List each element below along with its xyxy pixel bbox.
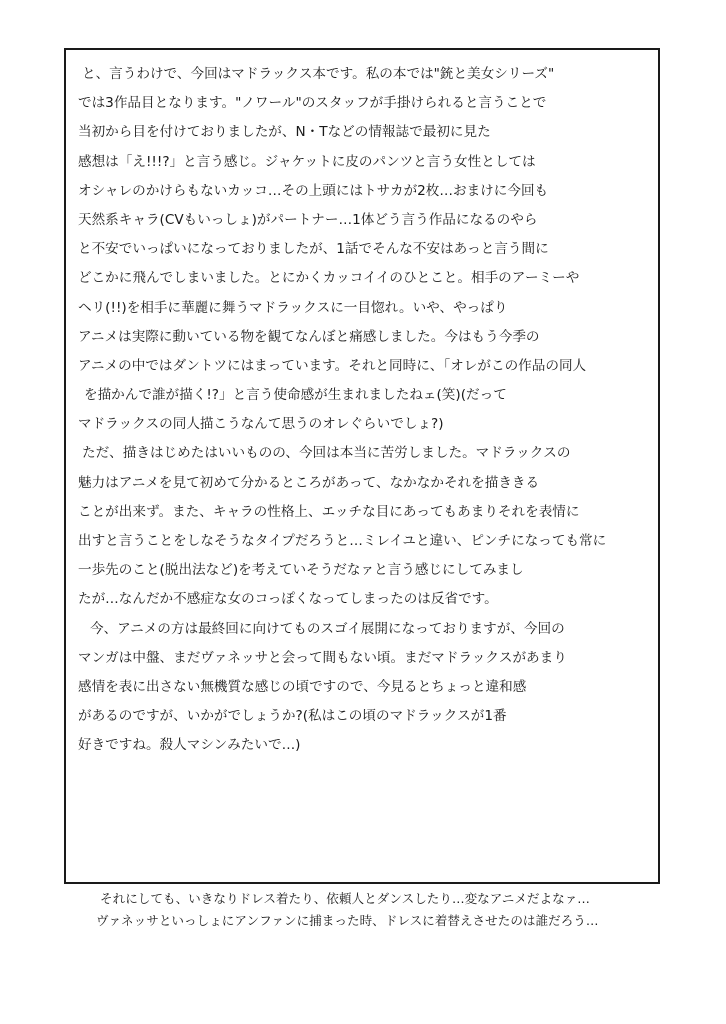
afterword-line: マンガは中盤、まだヴァネッサと会って間もない頃。まだマドラックスがあまり bbox=[78, 649, 567, 666]
afterword-line: では3作品目となります。"ノワール"のスタッフが手掛けられると言うことで bbox=[78, 95, 547, 112]
afterword-line: マドラックスの同人描こうなんて思うのオレぐらいでしょ?) bbox=[78, 416, 444, 433]
afterword-line: を描かんで誰が描く!?」と言う使命感が生まれましたねェ(笑)(だって bbox=[84, 387, 507, 404]
afterword-line: 魅力はアニメを見て初めて分かるところがあって、なかなかそれを描ききる bbox=[78, 474, 540, 491]
afterword-line: 好きですね。殺人マシンみたいで…) bbox=[78, 737, 301, 754]
afterword-line: ただ、描きはじめたはいいものの、今回は本当に苦労しました。マドラックスの bbox=[82, 445, 571, 462]
afterword-line: と不安でいっぱいになっておりましたが、1話でそんな不安はあっと言う間に bbox=[78, 241, 549, 258]
afterword-line: 当初から目を付けておりましたが、N・Tなどの情報誌で最初に見た bbox=[78, 124, 491, 141]
caption-line: ヴァネッサといっしょにアンファンに捕まった時、ドレスに着替えさせたのは誰だろう… bbox=[96, 913, 599, 928]
afterword-line: 感想は「え!!!?」と言う感じ。ジャケットに皮のパンツと言う女性としては bbox=[78, 153, 536, 170]
afterword-line: 一歩先のこと(脱出法など)を考えていそうだなァと言う感じにしてみまし bbox=[78, 562, 524, 579]
afterword-line: アニメは実際に動いている物を観てなんぼと痛感しました。今はもう今季の bbox=[78, 328, 540, 345]
afterword-line: ことが出来ず。また、キャラの性格上、エッチな目にあってもあまりそれを表情に bbox=[78, 503, 580, 520]
afterword-line: ヘリ(!!)を相手に華麗に舞うマドラックスに一目惚れ。いや、やっぱり bbox=[78, 299, 508, 316]
afterword-line: 感情を表に出さない無機質な感じの頃ですので、今見るとちょっと違和感 bbox=[78, 678, 527, 695]
caption-line: それにしても、いきなりドレス着たり、依頼人とダンスしたり…変なアニメだよなァ… bbox=[100, 891, 590, 906]
afterword-line: 出すと言うことをしなそうなタイプだろうと…ミレイユと違い、ピンチになっても常に bbox=[78, 533, 607, 549]
afterword-line: があるのですが、いかがでしょうか?(私はこの頃のマドラックスが1番 bbox=[78, 708, 507, 725]
afterword-line: たが…なんだか不感症な女のコっぽくなってしまったのは反省です。 bbox=[78, 591, 498, 608]
afterword-text bbox=[78, 60, 652, 761]
footer-caption bbox=[96, 888, 660, 932]
afterword-line: アニメの中ではダントツにはまっています。それと同時に、「オレがこの作品の同人 bbox=[78, 357, 587, 374]
afterword-line: 天然系キャラ(CVもいっしょ)がパートナー…1体どう言う作品になるのやら bbox=[78, 211, 538, 228]
afterword-line: 今、アニメの方は最終回に向けてものスゴイ展開になっておりますが、今回の bbox=[90, 620, 565, 637]
afterword-line: オシャレのかけらもないカッコ…その上頭にはトサカが2枚…おまけに今回も bbox=[78, 182, 549, 199]
afterword-line: と、言うわけで、今回はマドラックス本です。私の本では"銃と美女シリーズ" bbox=[82, 66, 555, 82]
afterword-line: どこかに飛んでしまいました。とにかくカッコイイのひとこと。相手のアーミーや bbox=[78, 270, 580, 287]
